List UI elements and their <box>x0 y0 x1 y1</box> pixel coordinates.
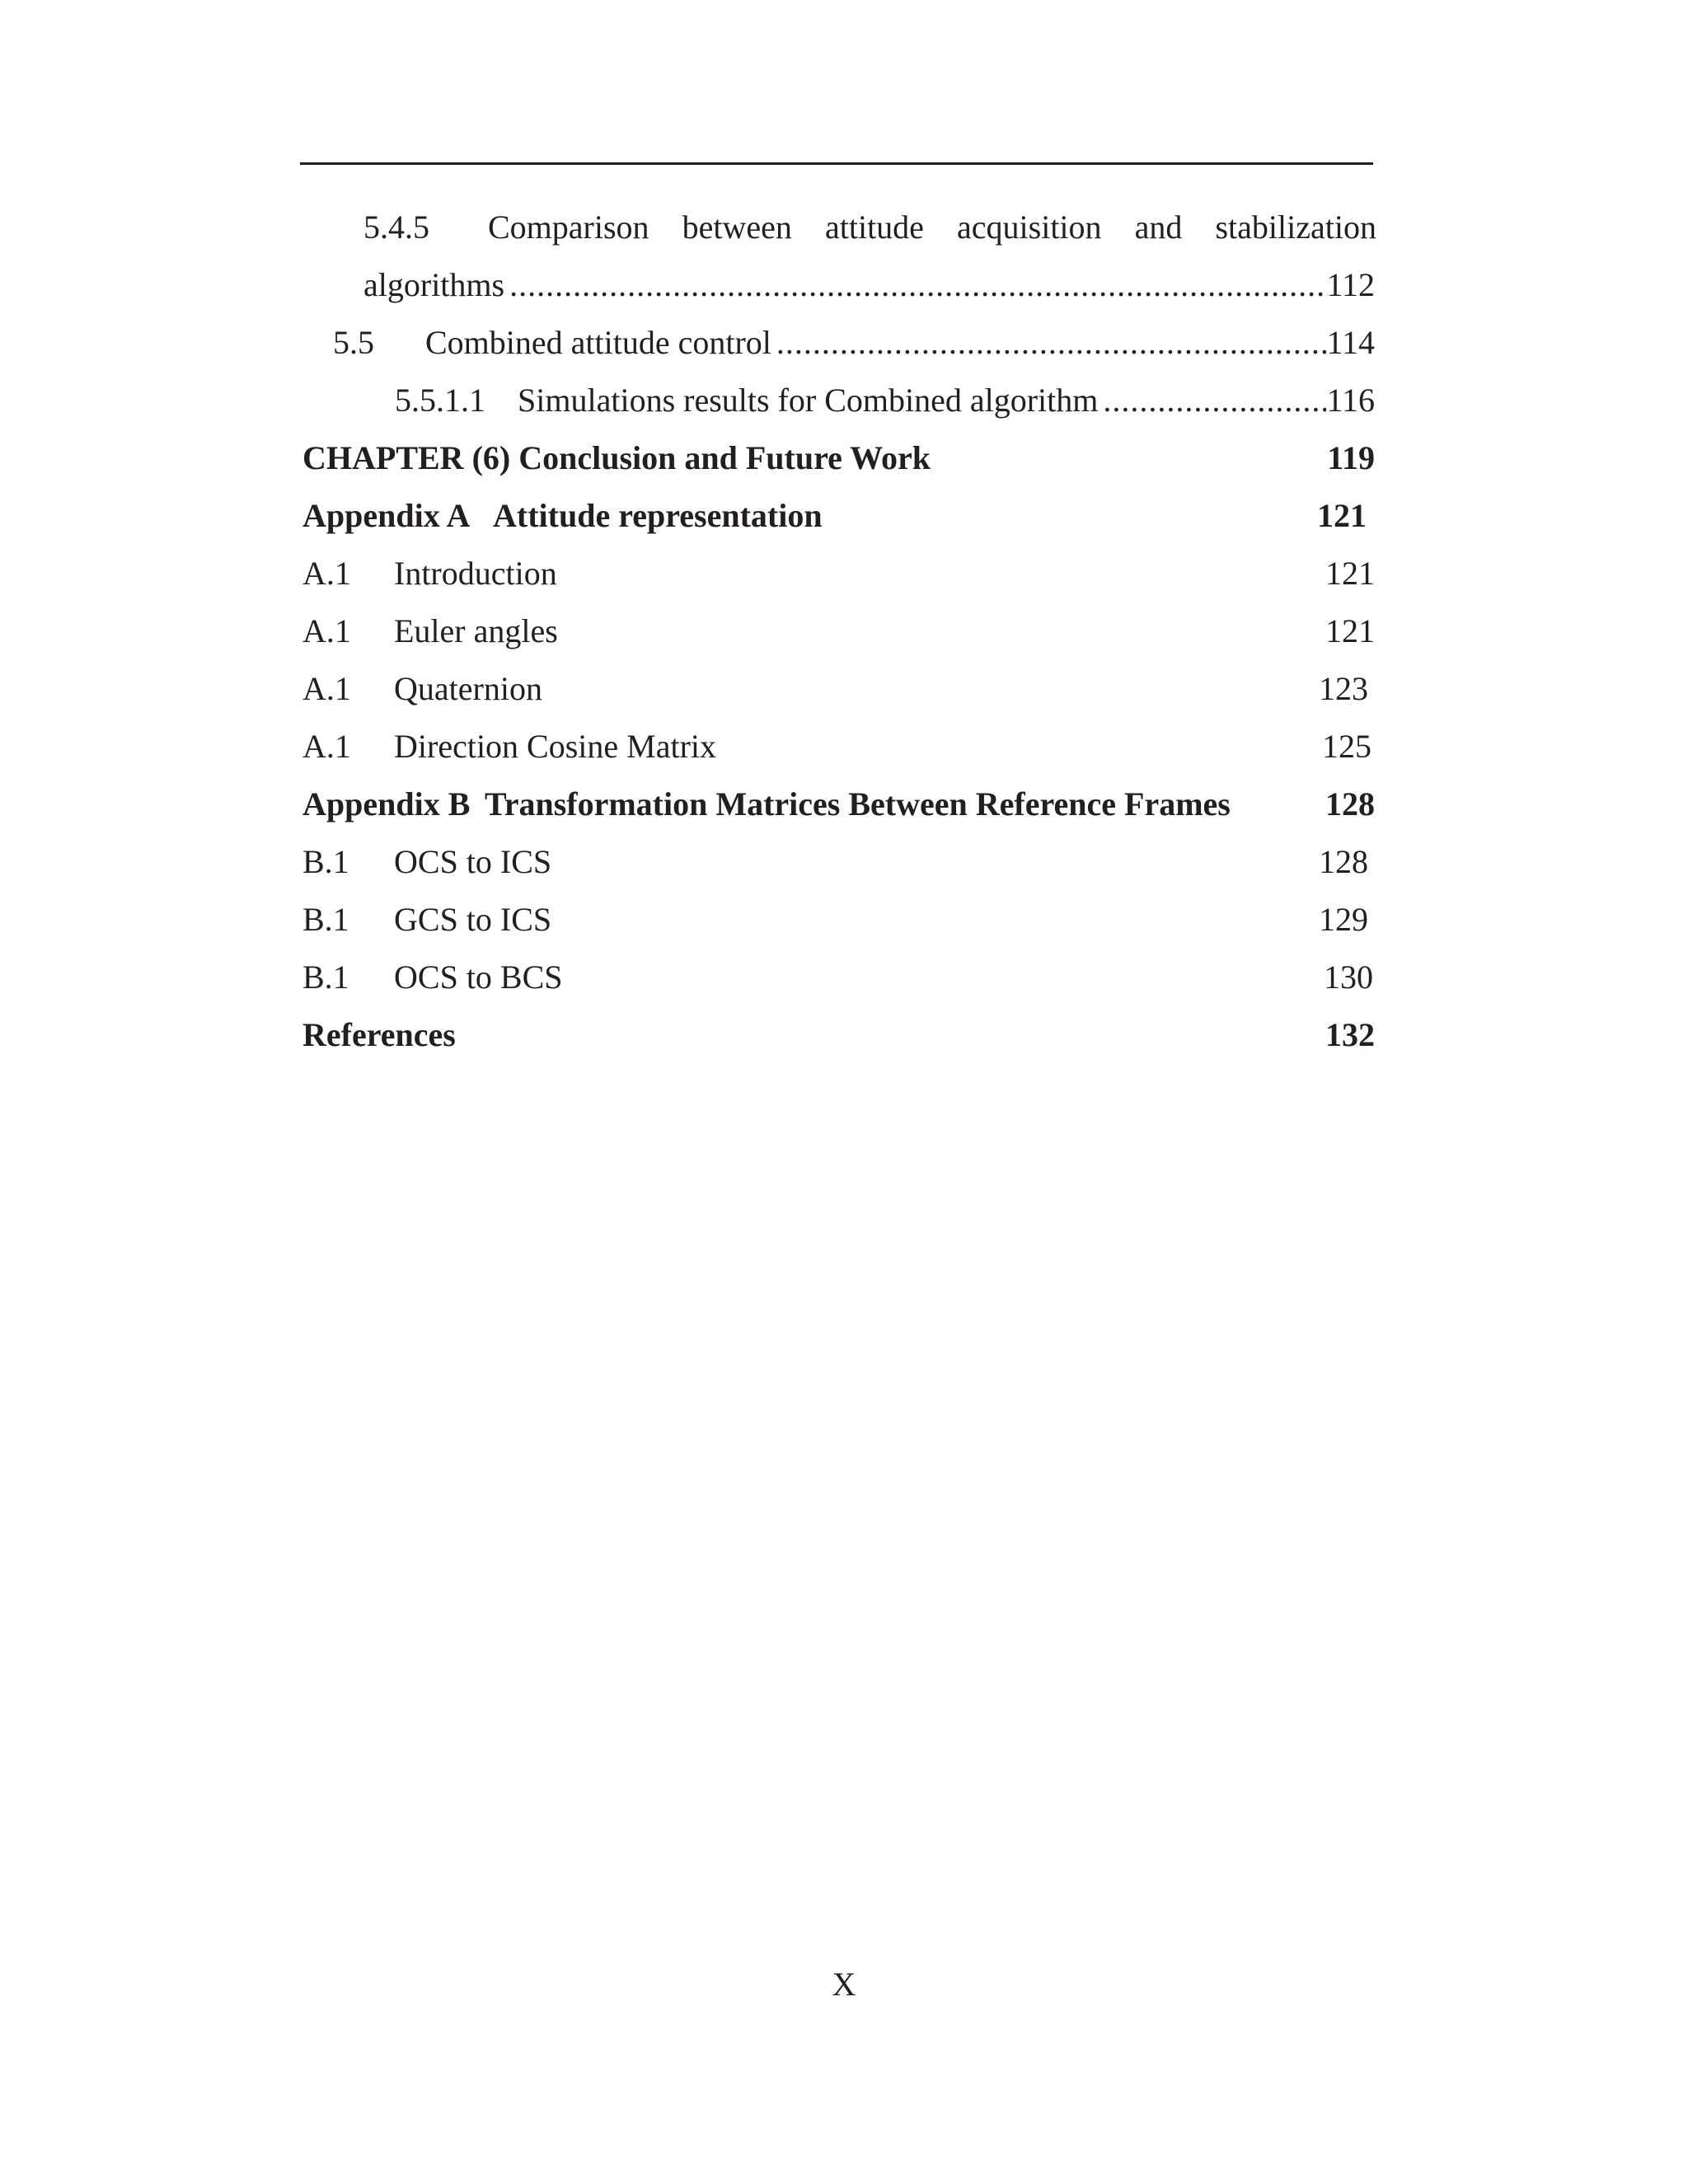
toc-entry-title: Quaternion <box>394 670 542 707</box>
dot-leader <box>504 262 1326 308</box>
toc-page-number: 130 <box>1324 958 1373 996</box>
toc-entry-number: A.1 <box>302 612 351 649</box>
toc-entry-label: Appendix B <box>302 785 471 823</box>
toc-page-number: 121 <box>1325 612 1375 649</box>
toc-page-number: 114 <box>1326 324 1375 361</box>
toc-page-number: 121 <box>1317 497 1367 534</box>
toc-entry-references[interactable] <box>0 1012 1688 1058</box>
toc-entry-text: algorithms <box>363 266 505 303</box>
toc-entry-title-continuation <box>363 262 1375 308</box>
toc-entry-a1-euler-angles[interactable] <box>0 608 1688 654</box>
toc-entry-number: A.1 <box>302 555 351 592</box>
toc-page-number: 119 <box>1327 439 1375 476</box>
dot-leader <box>1098 377 1326 424</box>
toc-page-number: 116 <box>1326 382 1375 419</box>
toc-word: Comparison <box>488 209 649 246</box>
toc-entry-title <box>518 377 1375 424</box>
toc-entry-title: References <box>302 1016 456 1053</box>
toc-page-number: 112 <box>1326 266 1375 303</box>
toc-entry-b1-gcs-to-ics[interactable] <box>0 897 1688 943</box>
toc-entry-title: Attitude representation <box>493 497 823 534</box>
toc-entry-title: Euler angles <box>394 612 558 649</box>
toc-entry-5-4-5[interactable] <box>0 204 1688 251</box>
toc-entry-chapter-6[interactable] <box>0 435 1688 481</box>
toc-entry-title: OCS to ICS <box>394 843 552 880</box>
dot-leader <box>771 320 1327 366</box>
toc-entry-a1-introduction[interactable] <box>0 551 1688 597</box>
toc-word: and <box>1134 209 1183 246</box>
toc-entry-title: OCS to BCS <box>394 958 563 996</box>
toc-entry-title: Introduction <box>394 555 557 592</box>
toc-entry-number: B.1 <box>302 958 349 996</box>
toc-entry-title <box>488 204 1376 251</box>
toc-entry-b1-ocs-to-ics[interactable] <box>0 839 1688 885</box>
toc-entry-label: Appendix A <box>302 497 471 534</box>
page-number: X <box>832 1966 856 2003</box>
toc-page-number: 128 <box>1319 843 1368 880</box>
toc-entry-text: Combined attitude control <box>425 324 771 361</box>
toc-entry-number: 5.5 <box>333 324 374 361</box>
toc-word: stabilization <box>1215 209 1376 246</box>
toc-word: attitude <box>824 209 924 246</box>
toc-entry-title: Transformation Matrices Between Reference Frames <box>485 785 1231 823</box>
toc-entry-appendix-b[interactable] <box>0 781 1688 827</box>
toc-entry-title: CHAPTER (6) Conclusion and Future Work <box>302 439 931 476</box>
toc-page-number: 128 <box>1325 785 1375 823</box>
toc-entry-appendix-a[interactable] <box>0 493 1688 539</box>
toc-page-number: 123 <box>1319 670 1368 707</box>
toc-entry-b1-ocs-to-bcs[interactable] <box>0 954 1688 1001</box>
toc-word: between <box>682 209 792 246</box>
toc-entry-number: B.1 <box>302 843 349 880</box>
header-rule <box>300 162 1373 165</box>
toc-entry-a1-direction-cosine-matrix[interactable] <box>0 724 1688 770</box>
toc-word: acquisition <box>957 209 1102 246</box>
toc-entry-5-4-5-continuation[interactable] <box>0 262 1688 308</box>
toc-entry-number: 5.4.5 <box>363 209 429 246</box>
toc-page-number: 125 <box>1322 728 1372 765</box>
toc-page-number: 129 <box>1319 901 1368 938</box>
toc-entry-number: B.1 <box>302 901 349 938</box>
toc-entry-title: GCS to ICS <box>394 901 552 938</box>
toc-entry-number: A.1 <box>302 670 351 707</box>
toc-entry-title <box>425 320 1375 366</box>
toc-entry-number: A.1 <box>302 728 351 765</box>
toc-entry-text: Simulations results for Combined algorithm <box>518 382 1099 419</box>
toc-entry-5-5-1-1[interactable] <box>0 377 1688 424</box>
toc-page-number: 121 <box>1325 555 1375 592</box>
toc-page-number: 132 <box>1325 1016 1375 1053</box>
toc-entry-number: 5.5.1.1 <box>395 382 485 419</box>
toc-entry-5-5[interactable] <box>0 320 1688 366</box>
toc-entry-a1-quaternion[interactable] <box>0 666 1688 712</box>
toc-entry-title: Direction Cosine Matrix <box>394 728 717 765</box>
